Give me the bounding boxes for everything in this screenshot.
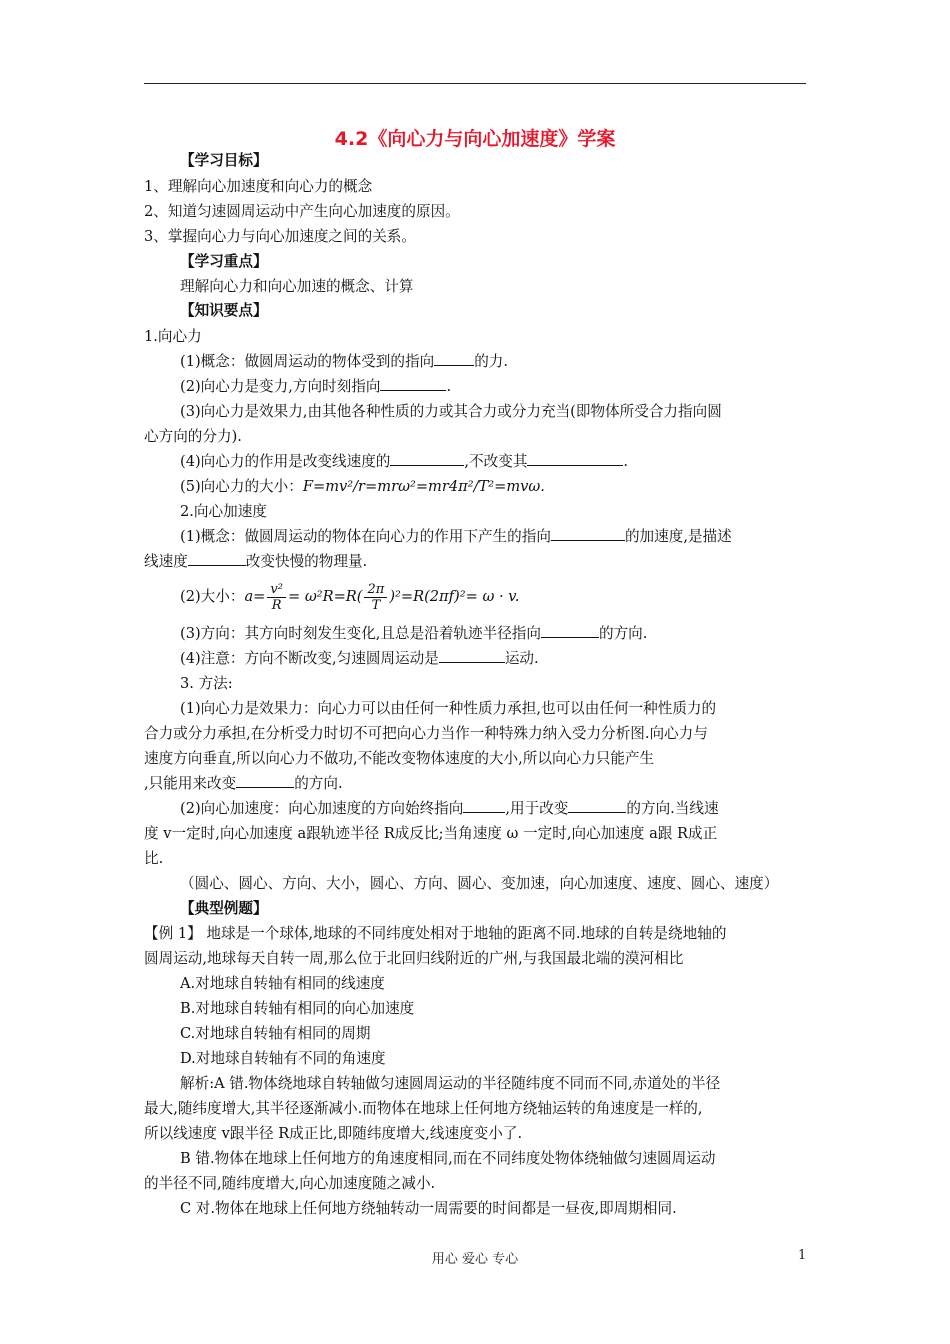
goals-heading: 【学习目标】 (180, 152, 268, 169)
k3-heading: 3. 方法: (180, 675, 233, 692)
fraction-numerator: 2π (364, 582, 387, 598)
solution-line-2: 最大,随纬度增大,其半径逐渐减小.而物体在地球上任何地方绕轴运转的角速度是一样的, (144, 1100, 703, 1117)
fill-blank (541, 625, 599, 638)
fill-blank (568, 800, 626, 813)
k1-item-2-tail: . (446, 378, 452, 395)
option-b: B.对地球自转轴有相同的向心加速度 (180, 1000, 415, 1017)
goal-1: 1、理解向心加速度和向心力的概念 (144, 178, 373, 195)
k2-item-1b (144, 553, 367, 571)
k2-item-4-text: (4)注意：方向不断改变,匀速圆周运动是 (180, 650, 439, 667)
k2-item-1-tail: 改变快慢的物理量. (245, 553, 368, 570)
fraction-v2-over-r (267, 582, 286, 613)
points-heading: 【知识要点】 (180, 302, 268, 319)
k3-line-5-text: (2)向心加速度：向心加速度的方向始终指向 (180, 800, 464, 817)
footer-text: 用心 爱心 专心 (431, 1252, 519, 1267)
formula-mid: = ω²R=R( (287, 588, 363, 605)
page-title: 4.2《向心力与向心加速度》学案 (334, 128, 616, 150)
k3-line-7: 比. (144, 850, 164, 867)
k3-line-4 (144, 775, 343, 793)
k1-item-3b: 心方向的分力). (144, 428, 242, 445)
solution-line-4: B 错.物体在地球上任何地方的角速度相同,而在不同纬度处物体绕轴做匀速圆周运动 (180, 1150, 716, 1167)
fill-blank (463, 800, 505, 813)
solution-line-1: 解析:A 错.物体绕地球自转轴做匀速圆周运动的半径随纬度不同而不同,赤道处的半径 (180, 1075, 721, 1092)
option-c: C.对地球自转轴有相同的周期 (180, 1025, 371, 1042)
k1-item-5 (180, 478, 545, 496)
k3-line-2: 合力或分力承担,在分析受力时切不可把向心力当作一种特殊力纳入受力分析图.向心力与 (144, 725, 708, 742)
k2-heading: 2.向心加速度 (180, 503, 267, 520)
goal-2: 2、知道匀速圆周运动中产生向心加速度的原因。 (144, 203, 460, 220)
solution-line-6: C 对.物体在地球上任何地方绕轴转动一周需要的时间都是一昼夜,即周期相同. (180, 1200, 677, 1217)
k1-item-2 (180, 378, 451, 396)
fill-blank (527, 453, 623, 466)
k2-item-1-cont: 线速度 (144, 553, 188, 570)
formula-a: a= (244, 588, 266, 605)
k1-item-2-text: (2)向心力是变力,方向时刻指向 (180, 378, 381, 395)
example-1-question-b: 圆周运动,地球每天自转一周,那么位于北回归线附近的广州,与我国最北端的漠河相比 (144, 950, 684, 967)
fill-blank (380, 378, 446, 391)
option-d: D.对地球自转轴有不同的角速度 (180, 1050, 386, 1067)
k2-item-1a (180, 528, 732, 546)
k1-item-4 (180, 453, 628, 471)
force-formula: F=mv²/r=mrω²=mr4π²/T²=mvω. (302, 478, 545, 495)
k2-item-1-text: (1)概念：做圆周运动的物体在向心力的作用下产生的指向 (180, 528, 551, 545)
k3-line-5-mid: ,用于改变 (505, 800, 569, 817)
focus-heading: 【学习重点】 (180, 253, 268, 270)
k3-line-5 (180, 800, 719, 818)
k3-line-4-text: ,只能用来改变 (144, 775, 237, 792)
k3-line-4-tail: 的方向. (294, 775, 343, 792)
fill-blank (439, 650, 505, 663)
focus-text: 理解向心力和向心加速的概念、计算 (180, 278, 414, 295)
k3-line-1: (1)向心力是效果力：向心力可以由任何一种性质力承担,也可以由任何一种性质力的 (180, 700, 717, 717)
fill-blank (236, 775, 294, 788)
k2-item-1-mid: 的加速度,是描述 (624, 528, 732, 545)
example-1-question-a: 【例 1】 地球是一个球体,地球的不同纬度处相对于地轴的距离不同.地球的自转是绕地轴的 (144, 925, 727, 942)
header-rule (144, 83, 806, 84)
k1-item-4-mid: ,不改变其 (464, 453, 528, 470)
formula-end: )²=R(2πf)²= ω · v. (389, 588, 520, 605)
k2-item-2-text: (2)大小： (180, 588, 245, 605)
fill-blank (551, 528, 625, 541)
fraction-denominator: T (371, 597, 381, 613)
k2-item-3-tail: 的方向. (598, 625, 648, 642)
fraction-numerator: v² (267, 582, 286, 598)
answer-key: （圆心、圆心、方向、大小，圆心、方向、圆心、变加速，向心加速度、速度、圆心、速度） (180, 875, 779, 892)
k1-item-1 (180, 353, 508, 371)
fraction-denominator: R (271, 597, 282, 613)
k2-item-4 (180, 650, 539, 668)
goal-3: 3、掌握向心力与向心加速度之间的关系。 (144, 228, 416, 245)
k1-item-4-tail: . (623, 453, 629, 470)
k2-item-3-text: (3)方向：其方向时刻发生变化,且总是沿着轨迹半径指向 (180, 625, 541, 642)
fill-blank (434, 353, 474, 366)
fill-blank (390, 453, 464, 466)
k3-line-5-tail: 的方向.当线速 (626, 800, 719, 817)
option-a: A.对地球自转轴有相同的线速度 (180, 975, 385, 992)
k2-item-3 (180, 625, 647, 643)
k1-item-1-text: (1)概念：做圆周运动的物体受到的指向 (180, 353, 435, 370)
k1-item-3a: (3)向心力是效果力,由其他各种性质的力或其合力或分力充当(即物体所受合力指向圆 (180, 403, 722, 420)
fraction-2pi-over-t (364, 582, 387, 613)
k1-item-4-text: (4)向心力的作用是改变线速度的 (180, 453, 391, 470)
k1-item-5-text: (5)向心力的大小： (180, 478, 303, 495)
solution-line-3: 所以线速度 v跟半径 R成正比,即随纬度增大,线速度变小了. (144, 1125, 523, 1142)
page-number: 1 (798, 1248, 807, 1263)
solution-line-5: 的半径不同,随纬度增大,向心加速度随之减小. (144, 1175, 436, 1192)
fill-blank (188, 553, 246, 566)
k3-line-6: 度 v一定时,向心加速度 a跟轨迹半径 R成反比;当角速度 ω 一定时,向心加速度 a跟 R成正 (144, 825, 718, 842)
k3-line-3: 速度方向垂直,所以向心力不做功,不能改变物体速度的大小,所以向心力只能产生 (144, 750, 655, 767)
k1-item-1-tail: 的力. (474, 353, 509, 370)
examples-heading: 【典型例题】 (180, 900, 268, 917)
k2-item-2 (180, 578, 519, 616)
k1-heading: 1.向心力 (144, 328, 202, 345)
k2-item-4-tail: 运动. (504, 650, 539, 667)
